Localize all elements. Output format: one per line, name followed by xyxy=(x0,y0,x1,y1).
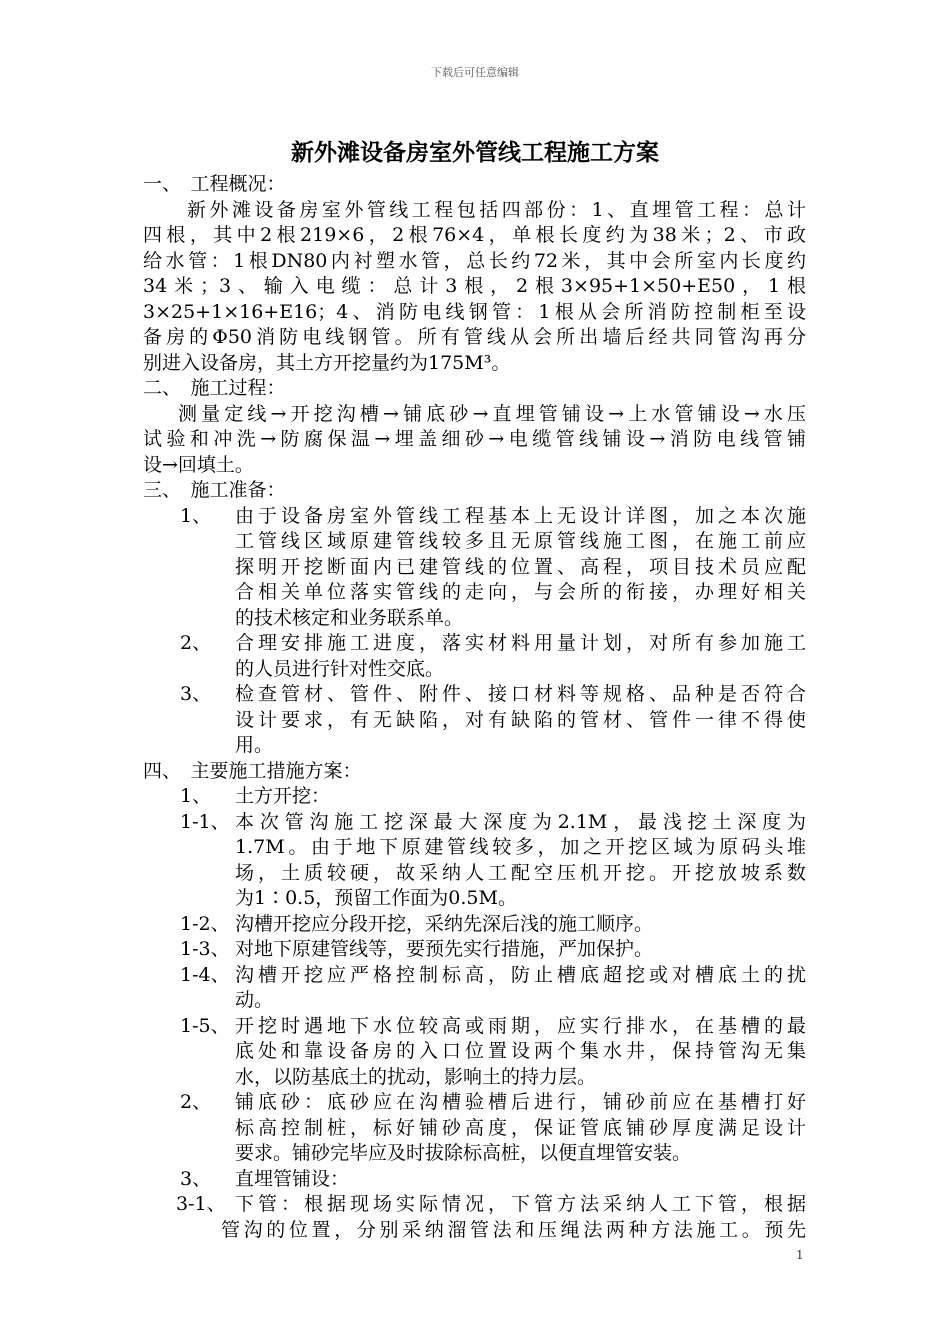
page-header-note: 下载后可任意编辑 xyxy=(431,66,519,79)
subsection-title: 土方开挖： xyxy=(235,785,331,807)
list-item xyxy=(143,1090,806,1167)
list-item xyxy=(143,1192,806,1243)
list-item xyxy=(143,912,806,938)
section-heading-4: 四、 主要施工措施方案： xyxy=(143,759,362,782)
list-line: 动。 xyxy=(235,989,274,1011)
list-line: 合理安排施工进度，落实材料用量计划，对所有参加施工 xyxy=(235,632,806,654)
list-line: 合相关单位落实管线的走向，与会所的衔接，办理好相关 xyxy=(235,581,806,603)
list-number: 1、 xyxy=(180,785,212,807)
document-title: 新外滩设备房室外管线工程施工方案 xyxy=(291,139,659,166)
list-item xyxy=(143,504,806,632)
list-line: 标高控制桩，标好铺砂高度，保证管底铺砂厚度满足设计 xyxy=(235,1116,806,1139)
document-body xyxy=(143,172,806,1243)
list-line: 水，以防基底土的扰动，影响土的持力层。 xyxy=(235,1065,597,1088)
paragraph-line: 给水管：1根DN80内衬塑水管，总长约72米，其中会所室内长度约 xyxy=(143,249,806,272)
subsection-heading xyxy=(143,784,806,810)
list-line: 的人员进行针对性交底。 xyxy=(235,657,445,680)
list-line: 铺底砂：底砂应在沟槽验槽后进行，铺砂前应在基槽打好 xyxy=(235,1091,806,1113)
list-line: 沟槽开挖应分段开挖，采纳先深后浅的施工顺序。 xyxy=(235,912,654,935)
list-number: 3-1、 xyxy=(176,1193,226,1215)
paragraph-line: 四根，其中2根219×6，2根76×4，单根长度约为38米；2、市政 xyxy=(143,224,806,246)
list-line: 底处和靠设备房的入口位置设两个集水井，保持管沟无集 xyxy=(235,1040,806,1062)
section-heading-1: 一、 工程概况： xyxy=(143,173,286,195)
list-line: 沟槽开挖应严格控制标高，防止槽底超挖或对槽底土的扰 xyxy=(235,963,806,986)
list-item xyxy=(143,810,806,912)
list-line: 本次管沟施工挖深最大深度为2.1M，最浅挖土深度为 xyxy=(235,810,806,833)
paragraph-line: 别进入设备房，其土方开挖量约为175M³。 xyxy=(143,351,511,374)
paragraph-line: 设→回填土。 xyxy=(143,453,254,476)
list-line: 探明开挖断面内已建管线的位置、高程，项目技术员应配 xyxy=(235,555,806,578)
paragraph-line: 试验和冲洗→防腐保温→埋盖细砂→电缆管线铺设→消防电线管铺 xyxy=(143,428,806,450)
list-number: 3、 xyxy=(180,1167,212,1190)
paragraph-line: 3×25+1×16+E16；4、消防电线钢管：1根从会所消防控制柜至设 xyxy=(143,300,806,323)
list-number: 2、 xyxy=(180,1091,212,1113)
list-line: 对地下原建管线等，要预先实行措施，严加保护。 xyxy=(235,938,654,960)
section-4-body xyxy=(143,784,806,1243)
list-line: 为1∶0.5，预留工作面为0.5M。 xyxy=(235,887,517,909)
paragraph-line: 34米；3、输入电缆：总计3根，2根3×95+1×50+E50，1根 xyxy=(143,275,806,297)
list-line: 工管线区域原建管线较多且无原管线施工图，在施工前应 xyxy=(235,530,806,552)
section-1-paragraph xyxy=(143,198,806,377)
page-number: 1 xyxy=(796,1248,804,1262)
list-item xyxy=(143,1014,806,1091)
paragraph-line: 测量定线→开挖沟槽→铺底砂→直埋管铺设→上水管铺设→水压 xyxy=(178,402,806,425)
section-heading-2: 二、 施工过程： xyxy=(143,377,286,399)
list-line: 的技术核定和业务联系单。 xyxy=(235,606,464,629)
list-item xyxy=(143,937,806,963)
subsection-heading xyxy=(143,1167,806,1193)
list-number: 1-2、 xyxy=(180,912,230,935)
section-3-list xyxy=(143,504,806,759)
list-line: 下管：根据现场实际情况，下管方法采纳人工下管，根据 xyxy=(235,1193,806,1215)
list-line: 管沟的位置，分别采纳溜管法和压绳法两种方法施工。预先 xyxy=(221,1218,806,1241)
list-line: 用。 xyxy=(235,734,274,756)
list-item xyxy=(143,963,806,1014)
paragraph-line: 备房的Φ50消防电线钢管。所有管线从会所出墙后经共同管沟再分 xyxy=(143,326,806,348)
list-line: 要求。铺砂完毕应及时拔除标高桩，以便直埋管安装。 xyxy=(235,1142,692,1164)
list-item xyxy=(143,682,806,759)
list-line: 设计要求，有无缺陷，对有缺陷的管材、管件一律不得使 xyxy=(235,708,806,731)
list-number: 2、 xyxy=(180,632,212,654)
list-line: 开挖时遇地下水位较高或雨期，应实行排水，在基槽的最 xyxy=(235,1014,806,1037)
list-line: 1.7M。由于地下原建管线较多，加之开挖区域为原码头堆 xyxy=(235,836,806,858)
list-number: 1-1、 xyxy=(180,810,230,833)
list-line: 场，土质较硬，故采纳人工配空压机开挖。开挖放坡系数 xyxy=(235,861,806,884)
list-line: 由于设备房室外管线工程基本上无设计详图，加之本次施 xyxy=(235,504,806,527)
section-heading-3: 三、 施工准备： xyxy=(143,479,286,501)
list-number: 3、 xyxy=(180,683,212,705)
list-number: 1-5、 xyxy=(180,1014,230,1037)
paragraph-line: 新外滩设备房室外管线工程包括四部份：1、直埋管工程：总计 xyxy=(187,198,806,221)
section-2-paragraph xyxy=(143,402,806,479)
subsection-title: 直埋管铺设： xyxy=(235,1167,350,1190)
list-number: 1-3、 xyxy=(180,938,230,960)
list-number: 1、 xyxy=(180,504,212,527)
list-line: 检查管材、管件、附件、接口材料等规格、品种是否符合 xyxy=(235,683,806,705)
list-number: 1-4、 xyxy=(180,963,230,986)
list-item xyxy=(143,631,806,682)
